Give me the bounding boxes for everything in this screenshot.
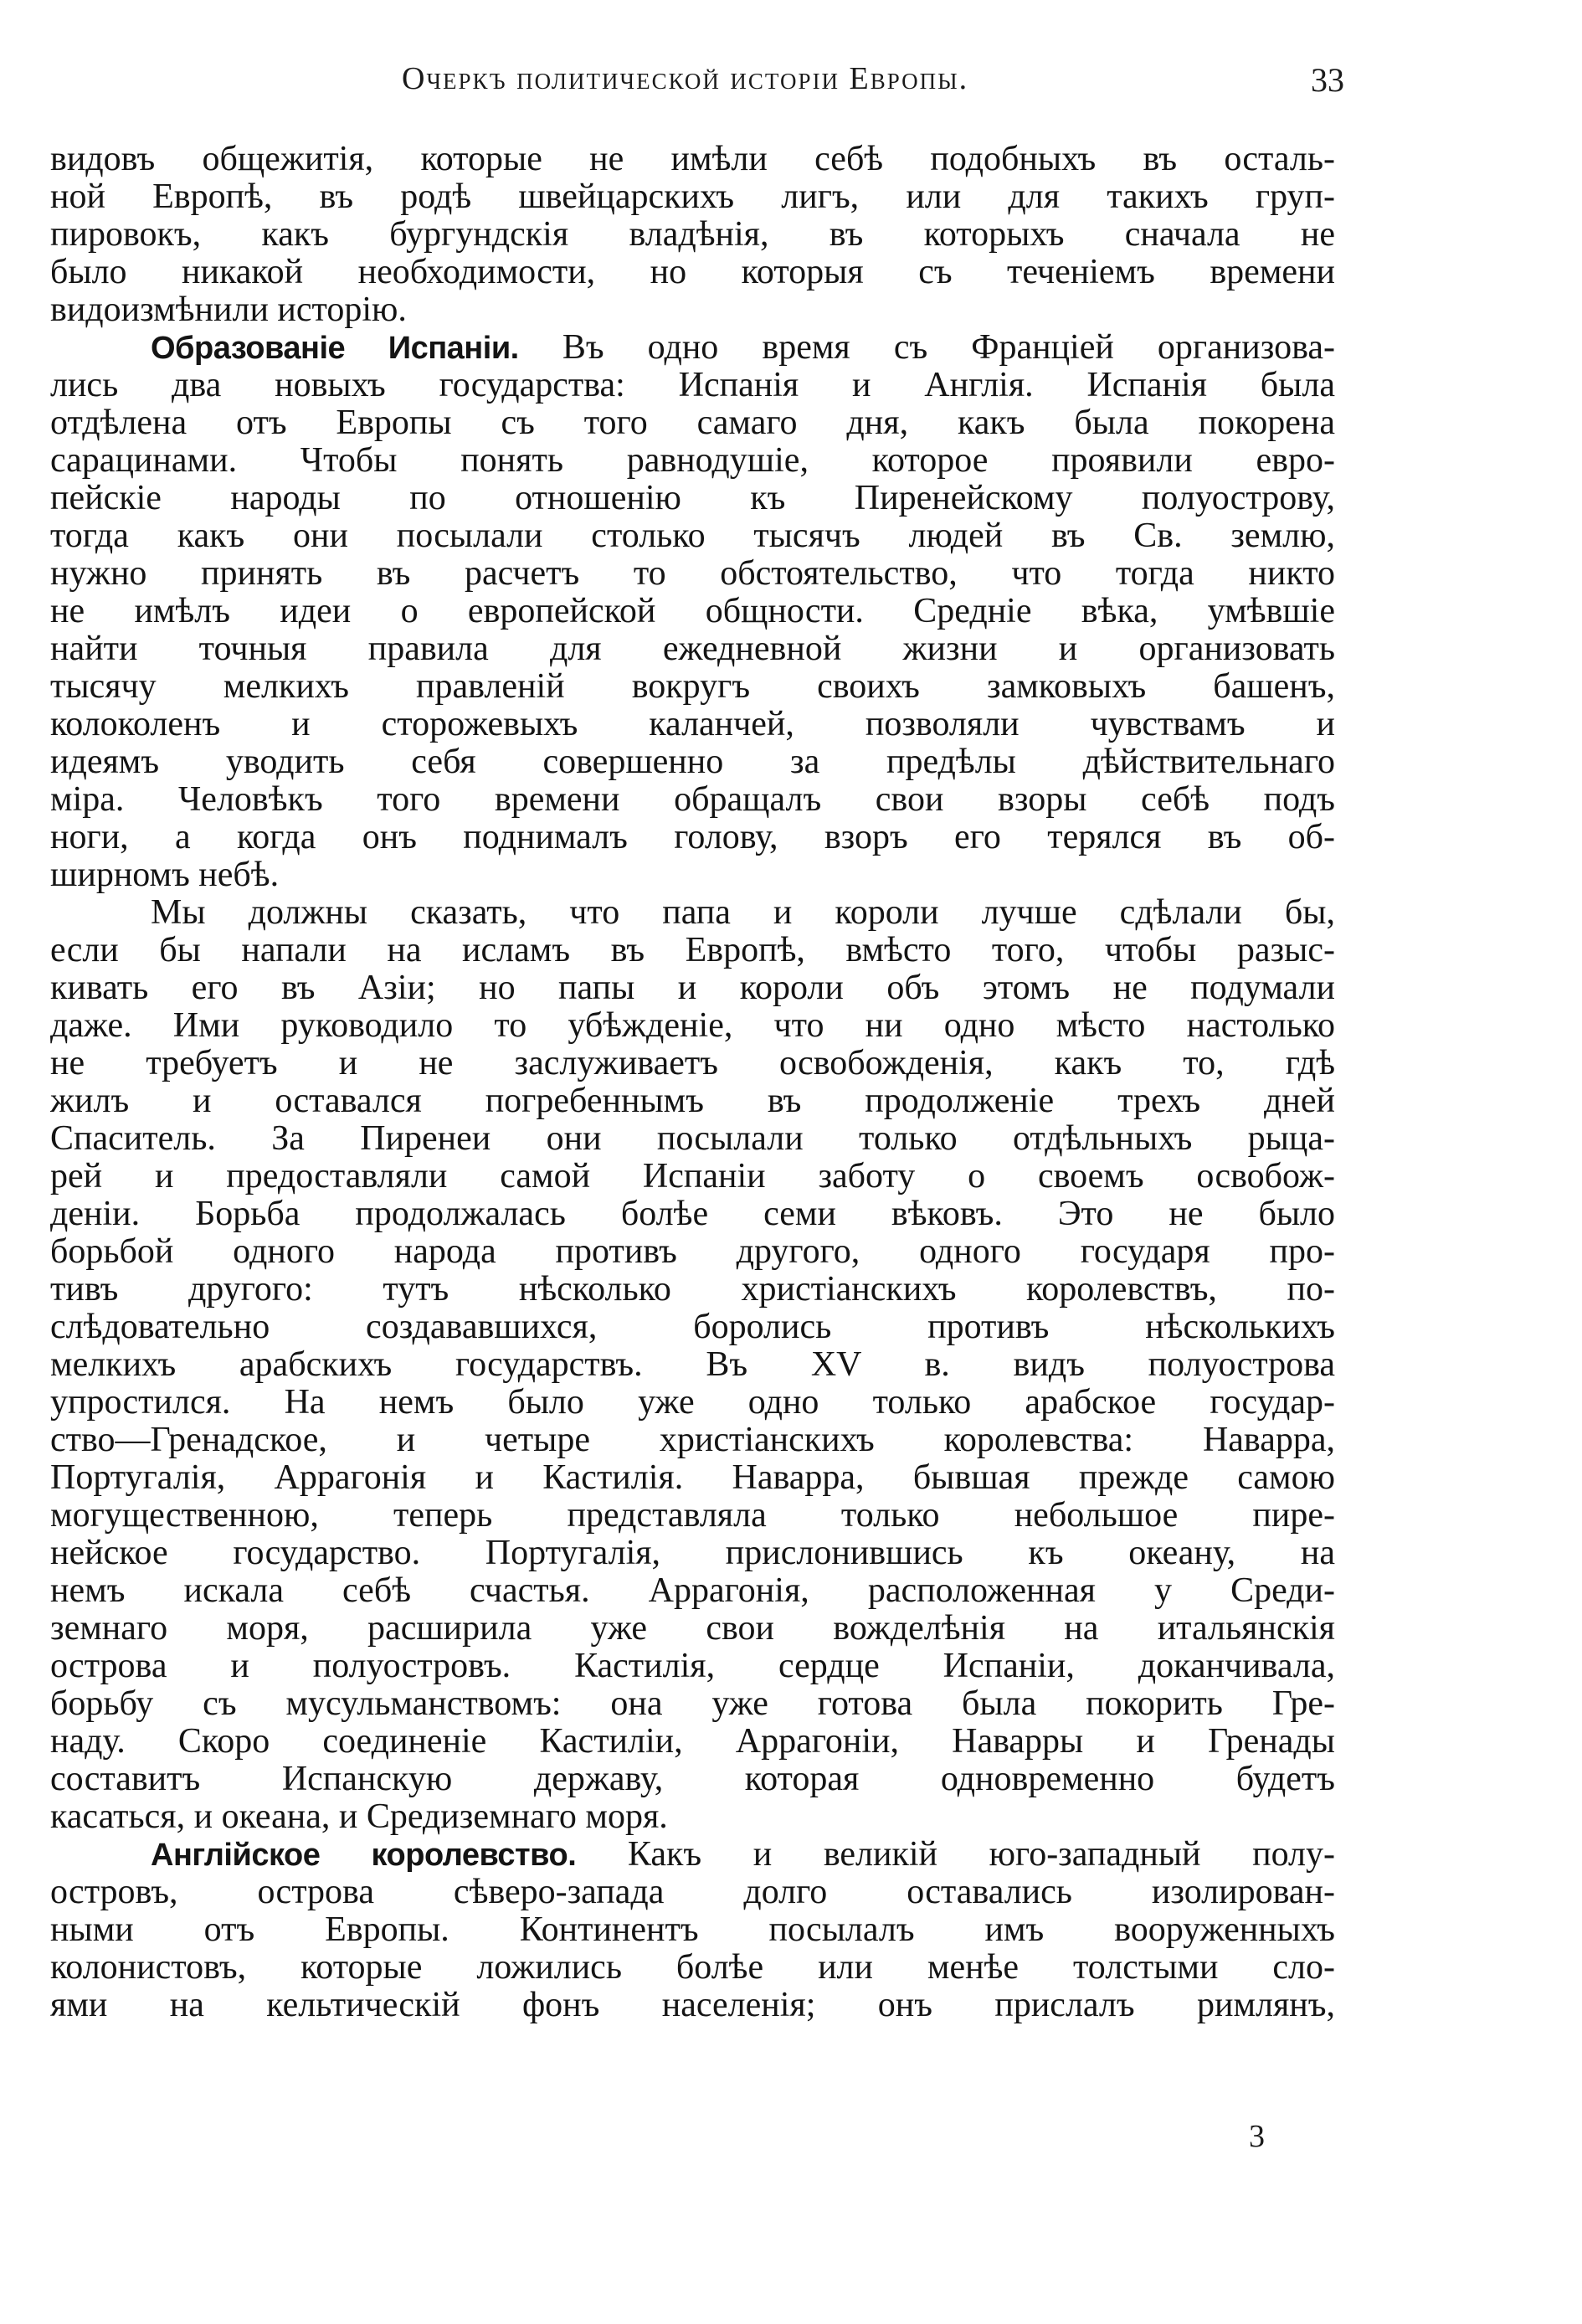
line-text: ство—Гренадское, и четыре христіанскихъ королевства: Наварра,: [50, 1422, 1335, 1459]
line-text: земнаго моря, расширила уже свои вожделѣнія на итальянскія: [50, 1610, 1335, 1648]
text-line: [50, 517, 1335, 555]
line-text: нужно принять въ расчетъ то обстоятельство, что тогда никто: [50, 555, 1335, 593]
line-text: жилъ и оставался погребеннымъ въ продолженіе трехъ дней: [50, 1082, 1335, 1120]
text-line: [50, 1497, 1335, 1535]
line-text: видоизмѣнили исторію.: [50, 291, 407, 329]
text-line: [50, 555, 1335, 593]
line-text: Спаситель. За Пиренеи они посылали только отдѣльныхъ рыца-: [50, 1120, 1335, 1158]
line-text: колонистовъ, которые ложились болѣе или менѣе толстыми сло-: [50, 1949, 1335, 1987]
page-number: 33: [1311, 61, 1344, 99]
line-text: борьбу съ мусульманствомъ: она уже готова была покорить Гре-: [50, 1685, 1335, 1723]
text-line: [50, 404, 1335, 442]
line-text: Какъ и великій юго-западный полу-: [576, 1836, 1335, 1874]
text-line: [50, 1233, 1335, 1271]
text-line: [50, 1610, 1335, 1648]
running-title: Очеркъ политической исторіи Европы.: [402, 61, 969, 96]
line-text: идеямъ уводить себя совершенно за предѣлы дѣйствительнаго: [50, 743, 1335, 781]
text-line: [50, 706, 1335, 743]
text-line: [50, 1195, 1335, 1233]
line-text: отдѣлена отъ Европы съ того самаго дня, какъ была покорена: [50, 404, 1335, 442]
line-text: не имѣлъ идеи о европейской общности. Средніе вѣка, умѣвшіе: [50, 593, 1335, 630]
text-line: [50, 480, 1335, 517]
text-line: [50, 894, 1335, 932]
text-line: [50, 630, 1335, 668]
line-text: тогда какъ они посылали столько тысячъ людей въ Св. землю,: [50, 517, 1335, 555]
text-line: [50, 1459, 1335, 1497]
line-text: наду. Скоро соединеніе Кастиліи, Аррагоніи, Наварры и Гренады: [50, 1723, 1335, 1761]
text-line: [50, 1685, 1335, 1723]
text-line: [50, 1836, 1335, 1874]
line-text: тивъ другого: тутъ нѣсколько христіанскихъ королевствъ, по-: [50, 1271, 1335, 1309]
text-line: [50, 1045, 1335, 1082]
text-line: [50, 1949, 1335, 1987]
text-line: [50, 1874, 1335, 1911]
line-text: найти точныя правила для ежедневной жизни и организовать: [50, 630, 1335, 668]
line-text: тысячу мелкихъ правленій вокругъ своихъ замковыхъ башенъ,: [50, 668, 1335, 706]
line-text: колоколенъ и сторожевыхъ каланчей, позволяли чувствамъ и: [50, 706, 1335, 743]
text-line: [50, 593, 1335, 630]
line-text: ной Европѣ, въ родѣ швейцарскихъ лигъ, или для такихъ груп-: [50, 178, 1335, 216]
text-line: [50, 291, 1335, 329]
line-text: міра. Человѣкъ того времени обращалъ свои взоры себѣ подъ: [50, 781, 1335, 819]
line-text: было никакой необходимости, но которыя съ теченіемъ времени: [50, 254, 1335, 291]
text-line: [50, 1761, 1335, 1798]
running-head: [0, 60, 1582, 111]
line-text: касаться, и океана, и Средиземнаго моря.: [50, 1798, 668, 1836]
text-line: [50, 1572, 1335, 1610]
line-text: кивать его въ Азіи; но папы и короли объ этомъ не подумали: [50, 969, 1335, 1007]
text-line: [50, 932, 1335, 969]
text-line: [50, 141, 1335, 178]
text-line: [50, 1422, 1335, 1459]
text-line: [50, 1309, 1335, 1346]
section-heading: Образованіе Испаніи.: [151, 331, 519, 366]
line-text: если бы напали на исламъ въ Европѣ, вмѣсто того, чтобы разыс-: [50, 932, 1335, 969]
section-heading: Англійское королевство.: [151, 1838, 577, 1873]
line-text: ными отъ Европы. Континентъ посылалъ имъ вооруженныхъ: [50, 1911, 1335, 1949]
line-text: рей и предоставляли самой Испаніи заботу о своемъ освобож-: [50, 1158, 1335, 1195]
text-line: [50, 1648, 1335, 1685]
text-line: [50, 1082, 1335, 1120]
text-line: [50, 1384, 1335, 1422]
text-line: [50, 1271, 1335, 1309]
line-text: пировокъ, какъ бургундскія владѣнія, въ которыхъ сначала не: [50, 216, 1335, 254]
text-line: [50, 1346, 1335, 1384]
line-text: сарацинами. Чтобы понять равнодушіе, которое проявили евро-: [50, 442, 1335, 480]
line-text: ноги, а когда онъ поднималъ голову, взоръ его терялся въ об-: [50, 819, 1335, 856]
line-text: островъ, острова сѣверо-запада долго оставались изолирован-: [50, 1874, 1335, 1911]
text-line: [50, 216, 1335, 254]
line-text: Въ одно время съ Франціей организова-: [518, 329, 1335, 367]
text-line: [50, 1987, 1335, 2024]
line-text: могущественною, теперь представляла только небольшое пире-: [50, 1497, 1335, 1535]
line-text: острова и полуостровъ. Кастилія, сердце Испаніи, доканчивала,: [50, 1648, 1335, 1685]
line-text: нейское государство. Португалія, прислонившись къ океану, на: [50, 1535, 1335, 1572]
text-line: [50, 178, 1335, 216]
line-text: Мы должны сказать, что папа и короли лучше сдѣлали бы,: [151, 894, 1335, 932]
line-text: видовъ общежитія, которые не имѣли себѣ подобныхъ въ осталь-: [50, 141, 1335, 178]
text-line: [50, 1798, 1335, 1836]
text-line: [50, 442, 1335, 480]
text-line: [50, 1723, 1335, 1761]
text-line: [50, 969, 1335, 1007]
line-text: мелкихъ арабскихъ государствъ. Въ XV в. видъ полуострова: [50, 1346, 1335, 1384]
line-text: ями на кельтическій фонъ населенія; онъ прислалъ римлянъ,: [50, 1987, 1335, 2024]
text-line: [50, 1158, 1335, 1195]
line-text: упростился. На немъ было уже одно только арабское государ-: [50, 1384, 1335, 1422]
text-line: [50, 856, 1335, 894]
line-text: составитъ Испанскую державу, которая одновременно будетъ: [50, 1761, 1335, 1798]
text-line: [50, 743, 1335, 781]
line-text: деніи. Борьба продолжалась болѣе семи вѣковъ. Это не было: [50, 1195, 1335, 1233]
text-line: [50, 329, 1335, 367]
line-text: слѣдовательно создававшихся, боролись противъ нѣсколькихъ: [50, 1309, 1335, 1346]
text-line: [50, 1120, 1335, 1158]
text-line: [50, 254, 1335, 291]
printer-signature-mark: 3: [1249, 2119, 1265, 2154]
text-line: [50, 668, 1335, 706]
line-text: ширномъ небѣ.: [50, 856, 280, 894]
line-text: Португалія, Аррагонія и Кастилія. Наварра, бывшая прежде самою: [50, 1459, 1335, 1497]
text-line: [50, 1007, 1335, 1045]
line-text: немъ искала себѣ счастья. Аррагонія, расположенная у Среди-: [50, 1572, 1335, 1610]
body-text: [50, 141, 1335, 2024]
line-text: лись два новыхъ государства: Испанія и Англія. Испанія была: [50, 367, 1335, 404]
text-line: [50, 781, 1335, 819]
text-line: [50, 367, 1335, 404]
line-text: даже. Ими руководило то убѣжденіе, что ни одно мѣсто настолько: [50, 1007, 1335, 1045]
text-line: [50, 819, 1335, 856]
line-text: борьбой одного народа противъ другого, одного государя про-: [50, 1233, 1335, 1271]
text-line: [50, 1911, 1335, 1949]
line-text: не требуетъ и не заслуживаетъ освобожденія, какъ то, гдѣ: [50, 1045, 1335, 1082]
line-text: пейскіе народы по отношенію къ Пиренейскому полуострову,: [50, 480, 1335, 517]
text-line: [50, 1535, 1335, 1572]
